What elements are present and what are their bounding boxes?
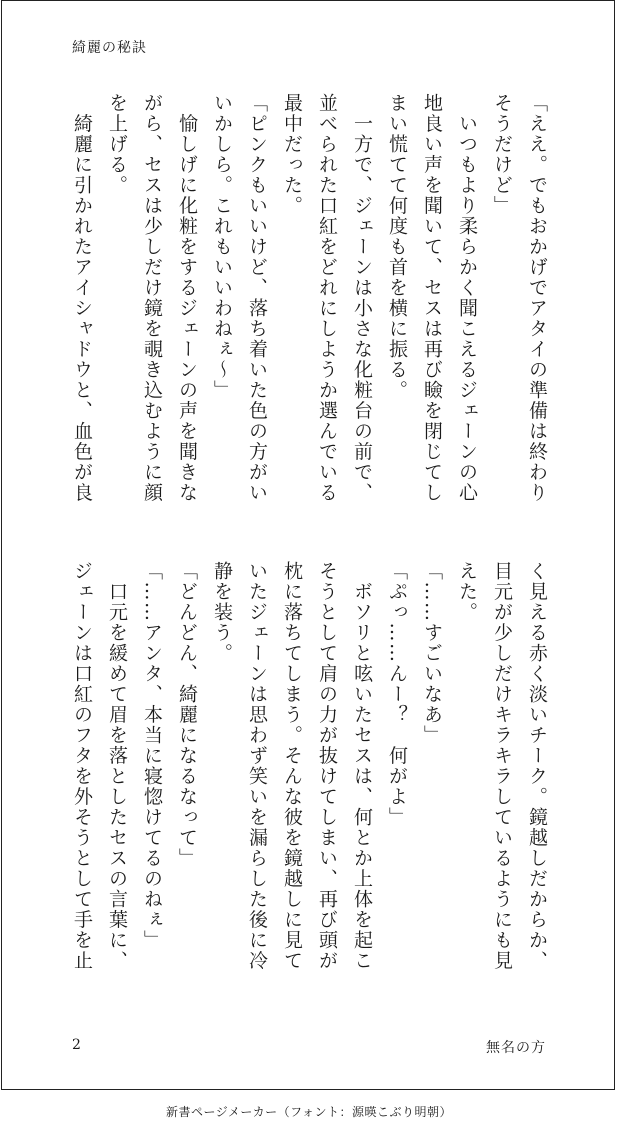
text-column: 「どんどん、綺麗になるなって」 [176,561,198,869]
text-column: く見える赤く淡いチーク。鏡越しだからか、 [526,561,548,971]
generator-credit: 新書ページメーカー（フォント：源暎こぶり明朝） [165,1105,453,1119]
text-column: 地良い声を聞いて、セスは再び瞼を閉じてし [421,93,443,503]
text-block-bottom [64,561,554,991]
text-column: 「ええ。でもおかげでアタイの準備は終わり [526,93,548,503]
text-block-top [64,93,554,523]
book-page [1,0,615,1090]
text-column: ボソリと呟いたセスは、何とか上体を起こ [351,561,373,971]
text-column: を上げる。 [106,93,128,196]
text-column: 「……すごいなあ」 [421,561,443,746]
text-column: そうとして肩の力が抜けてしまい、再び頭が [316,561,338,971]
text-column: 「ぷっ……んー？ 何がよ」 [386,561,408,828]
text-column: がら、セスは少しだけ鏡を覗き込むように顔 [141,93,163,503]
text-column: 「……アンタ、本当に寝惚けてるのねぇ」 [141,561,163,951]
author-name: 無名の方 [486,1040,546,1056]
text-column: 静を装う。 [211,561,233,664]
text-column: 愉しげに化粧をするジェーンの声を聞きな [176,93,198,503]
text-column: 綺麗に引かれたアイシャドウと、血色が良 [71,93,93,503]
text-column: ジェーンは口紅のフタを外そうとして手を止 [71,561,93,971]
text-column: 枕に落ちてしまう。そんな彼を鏡越しに見て [281,561,303,971]
text-column: 口元を緩めて眉を落としたセスの言葉に、 [106,561,128,971]
text-column: 目元が少しだけキラキラしているようにも見 [491,561,513,971]
text-column: まい慌てて何度も首を横に振る。 [386,93,408,401]
page-header-title: 綺麗の秘訣 [72,40,147,56]
text-column: 最中だった。 [281,93,303,216]
text-column: 一方で、ジェーンは小さな化粧台の前で、 [351,93,373,503]
text-column: いつもより柔らかく聞こえるジェーンの心 [456,93,478,503]
text-column: いたジェーンは思わず笑いを漏らした後に冷 [246,561,268,971]
text-column: 並べられた口紅をどれにしようか選んでいる [316,93,338,503]
page-number: 2 [72,1037,81,1053]
text-column: そうだけど」 [491,93,513,216]
text-column: えた。 [456,561,478,623]
text-column: 「ピンクもいいけど、落ち着いた色の方がい [246,93,268,503]
text-column: いかしら。これもいいわねぇ～」 [211,93,233,401]
